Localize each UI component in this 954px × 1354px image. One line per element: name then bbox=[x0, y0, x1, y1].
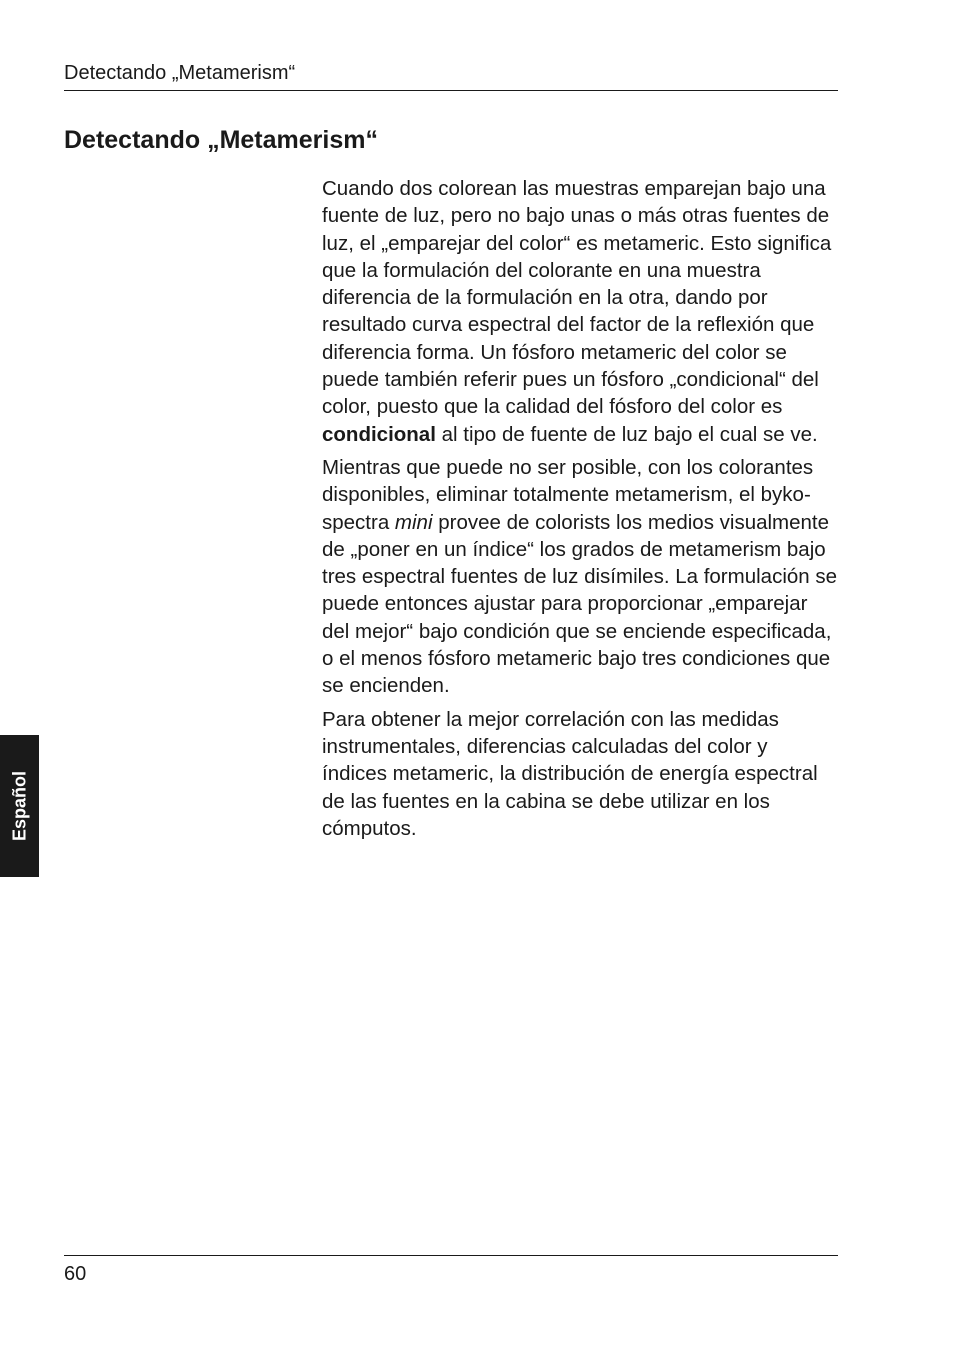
language-tab-label: Español bbox=[9, 770, 29, 842]
paragraph-2 bbox=[322, 454, 838, 700]
page-number: 60 bbox=[64, 1263, 87, 1285]
body-text bbox=[322, 175, 838, 848]
header-rule bbox=[64, 90, 838, 91]
paragraph-3: Para obtener la mejor correlación con las medidas instrumentales, diferencias calculadas del color y índices metameric, la distribución de energía espectral de las fuentes en la cabina se debe utilizar en los cómputos. bbox=[322, 707, 818, 840]
language-tab bbox=[0, 735, 39, 877]
running-header: Detectando „Metamerism“ bbox=[64, 62, 296, 84]
paragraph-1 bbox=[322, 175, 838, 448]
footer-rule bbox=[64, 1255, 838, 1256]
paragraph-2-text-a: Mientras que puede no ser posible, con los colorantes disponibles, eliminar totalmente metamerism, el byko-spectra bbox=[322, 455, 814, 534]
paragraph-2-italic-term: mini bbox=[394, 510, 433, 534]
paragraph-1-text-b: al tipo de fuente de luz bajo el cual se ve. bbox=[435, 422, 818, 446]
paragraph-1-text-a: Cuando dos colorean las muestras emparejan bajo una fuente de luz, pero no bajo unas o más otras fuentes de luz, el „emparejar del color“ es metameric. Esto significa que la formulación del colorante en una muestra diferencia de la formulación en la otra, dando por resultado curva espectral del factor de la reflexión que diferencia forma. Un fósforo metameric del color se puede también referir pues un fósforo „condicional“ del color, puesto que la calidad del fósforo del color es bbox=[322, 177, 832, 419]
paragraph-2-text-b: provee de colorists los medios visualmente de „poner en un índice“ los grados de metamerism bajo tres espectral fuentes de luz disímiles. La formulación se puede entonces ajustar para proporcionar „emparejar del mejor“ bajo condición que se enciende especificada, o el menos fósforo metameric bajo tres condiciones que se encienden. bbox=[322, 510, 838, 698]
paragraph-1-bold-term: condicional bbox=[322, 422, 436, 446]
section-title: Detectando „Metamerism“ bbox=[64, 126, 378, 154]
